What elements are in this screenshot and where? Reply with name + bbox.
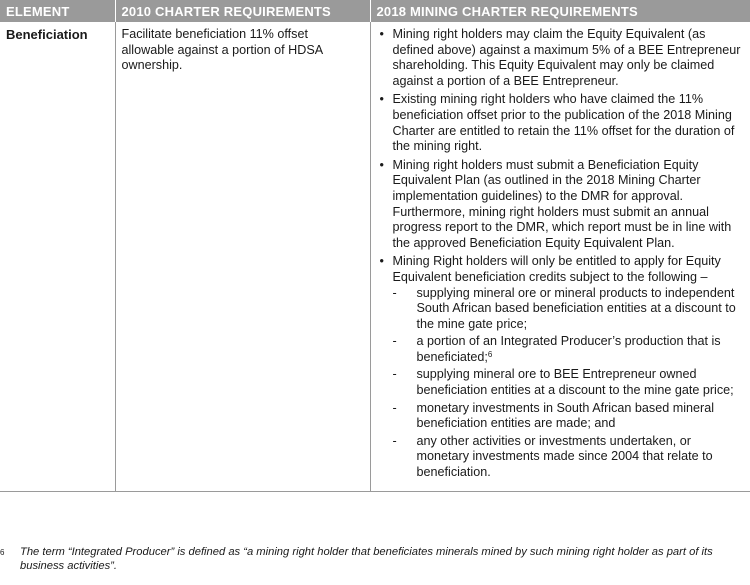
dash-marker: - [392,400,397,415]
sub-list-item-text: monetary investments in South African based mineral beneficiation entities are made; and [416,400,715,431]
footnote-number: 6 [0,548,5,557]
list-item-text: Mining Right holders will only be entitled to apply for Equity Equivalent beneficiation credits subject to the following – [392,254,721,284]
dash-marker: - [392,285,397,300]
requirements-2018-list [377,27,745,481]
sub-list-item [393,434,745,481]
header-2018-requirements: 2018 MINING CHARTER REQUIREMENTS [370,0,750,22]
sub-list-item [393,367,745,398]
list-item-text: Existing mining right holders who have claimed the 11% beneficiation offset prior to the publication of the 2018 Mining Charter are entitled to retain the 11% offset for the duration of the mining right. [392,92,735,154]
element-cell: Beneficiation [0,22,115,491]
requirements-2010-cell: Facilitate beneficiation 11% offset allowable against a portion of HDSA ownership. [115,22,370,491]
sub-list-item [393,286,745,333]
requirements-2018-cell [370,22,750,491]
dash-marker: - [392,433,397,448]
table-row [0,22,750,491]
sub-list-item-text: supplying mineral ore or mineral products to independent South African based beneficiation entities at a discount to the mine gate price; [416,285,736,331]
sub-item-list [393,286,745,481]
dash-marker: - [392,367,397,382]
footnote-text: The term “Integrated Producer” is defined as “a mining right holder that beneficiates minerals mined by such mining right holder as part of its business activities”. [20,546,713,572]
dash-marker: - [392,334,397,349]
list-item [377,92,745,154]
header-element: ELEMENT [0,0,115,22]
header-2010-requirements: 2010 CHARTER REQUIREMENTS [115,0,370,22]
sub-list-item-text: any other activities or investments undertaken, or monetary investments made since 2004 that relate to beneficiation. [416,433,713,480]
list-item-text: Mining right holders must submit a Beneficiation Equity Equivalent Plan (as outlined in the 2018 Mining Charter implementation guidelines) to the DMR for approval. Furthermore, mining right holders must submit an annual progress report to the DMR, which report must be in line with the approved Beneficiation Equity Equivalent Plan. [392,157,732,250]
sub-list-item-text: supplying mineral ore to BEE Entrepreneur owned beneficiation entities at a discount to the mine gate price; [416,367,734,398]
table-header-row [0,0,750,22]
list-item [377,158,745,252]
list-item [377,254,745,480]
footnote-reference[interactable]: 6 [487,349,493,359]
list-item [377,27,745,89]
list-item-text: Mining right holders may claim the Equity Equivalent (as defined above) against a maximum 5% of a BEE Entrepreneur shareholding. This Equity Equivalent may only be claimed against a portion of a BEE Entrepreneur. [392,27,741,88]
footnote [0,546,750,573]
sub-list-item-text: a portion of an Integrated Producer’s production that is beneficiated; [416,334,721,364]
sub-list-item [393,334,745,365]
sub-list-item [393,401,745,432]
